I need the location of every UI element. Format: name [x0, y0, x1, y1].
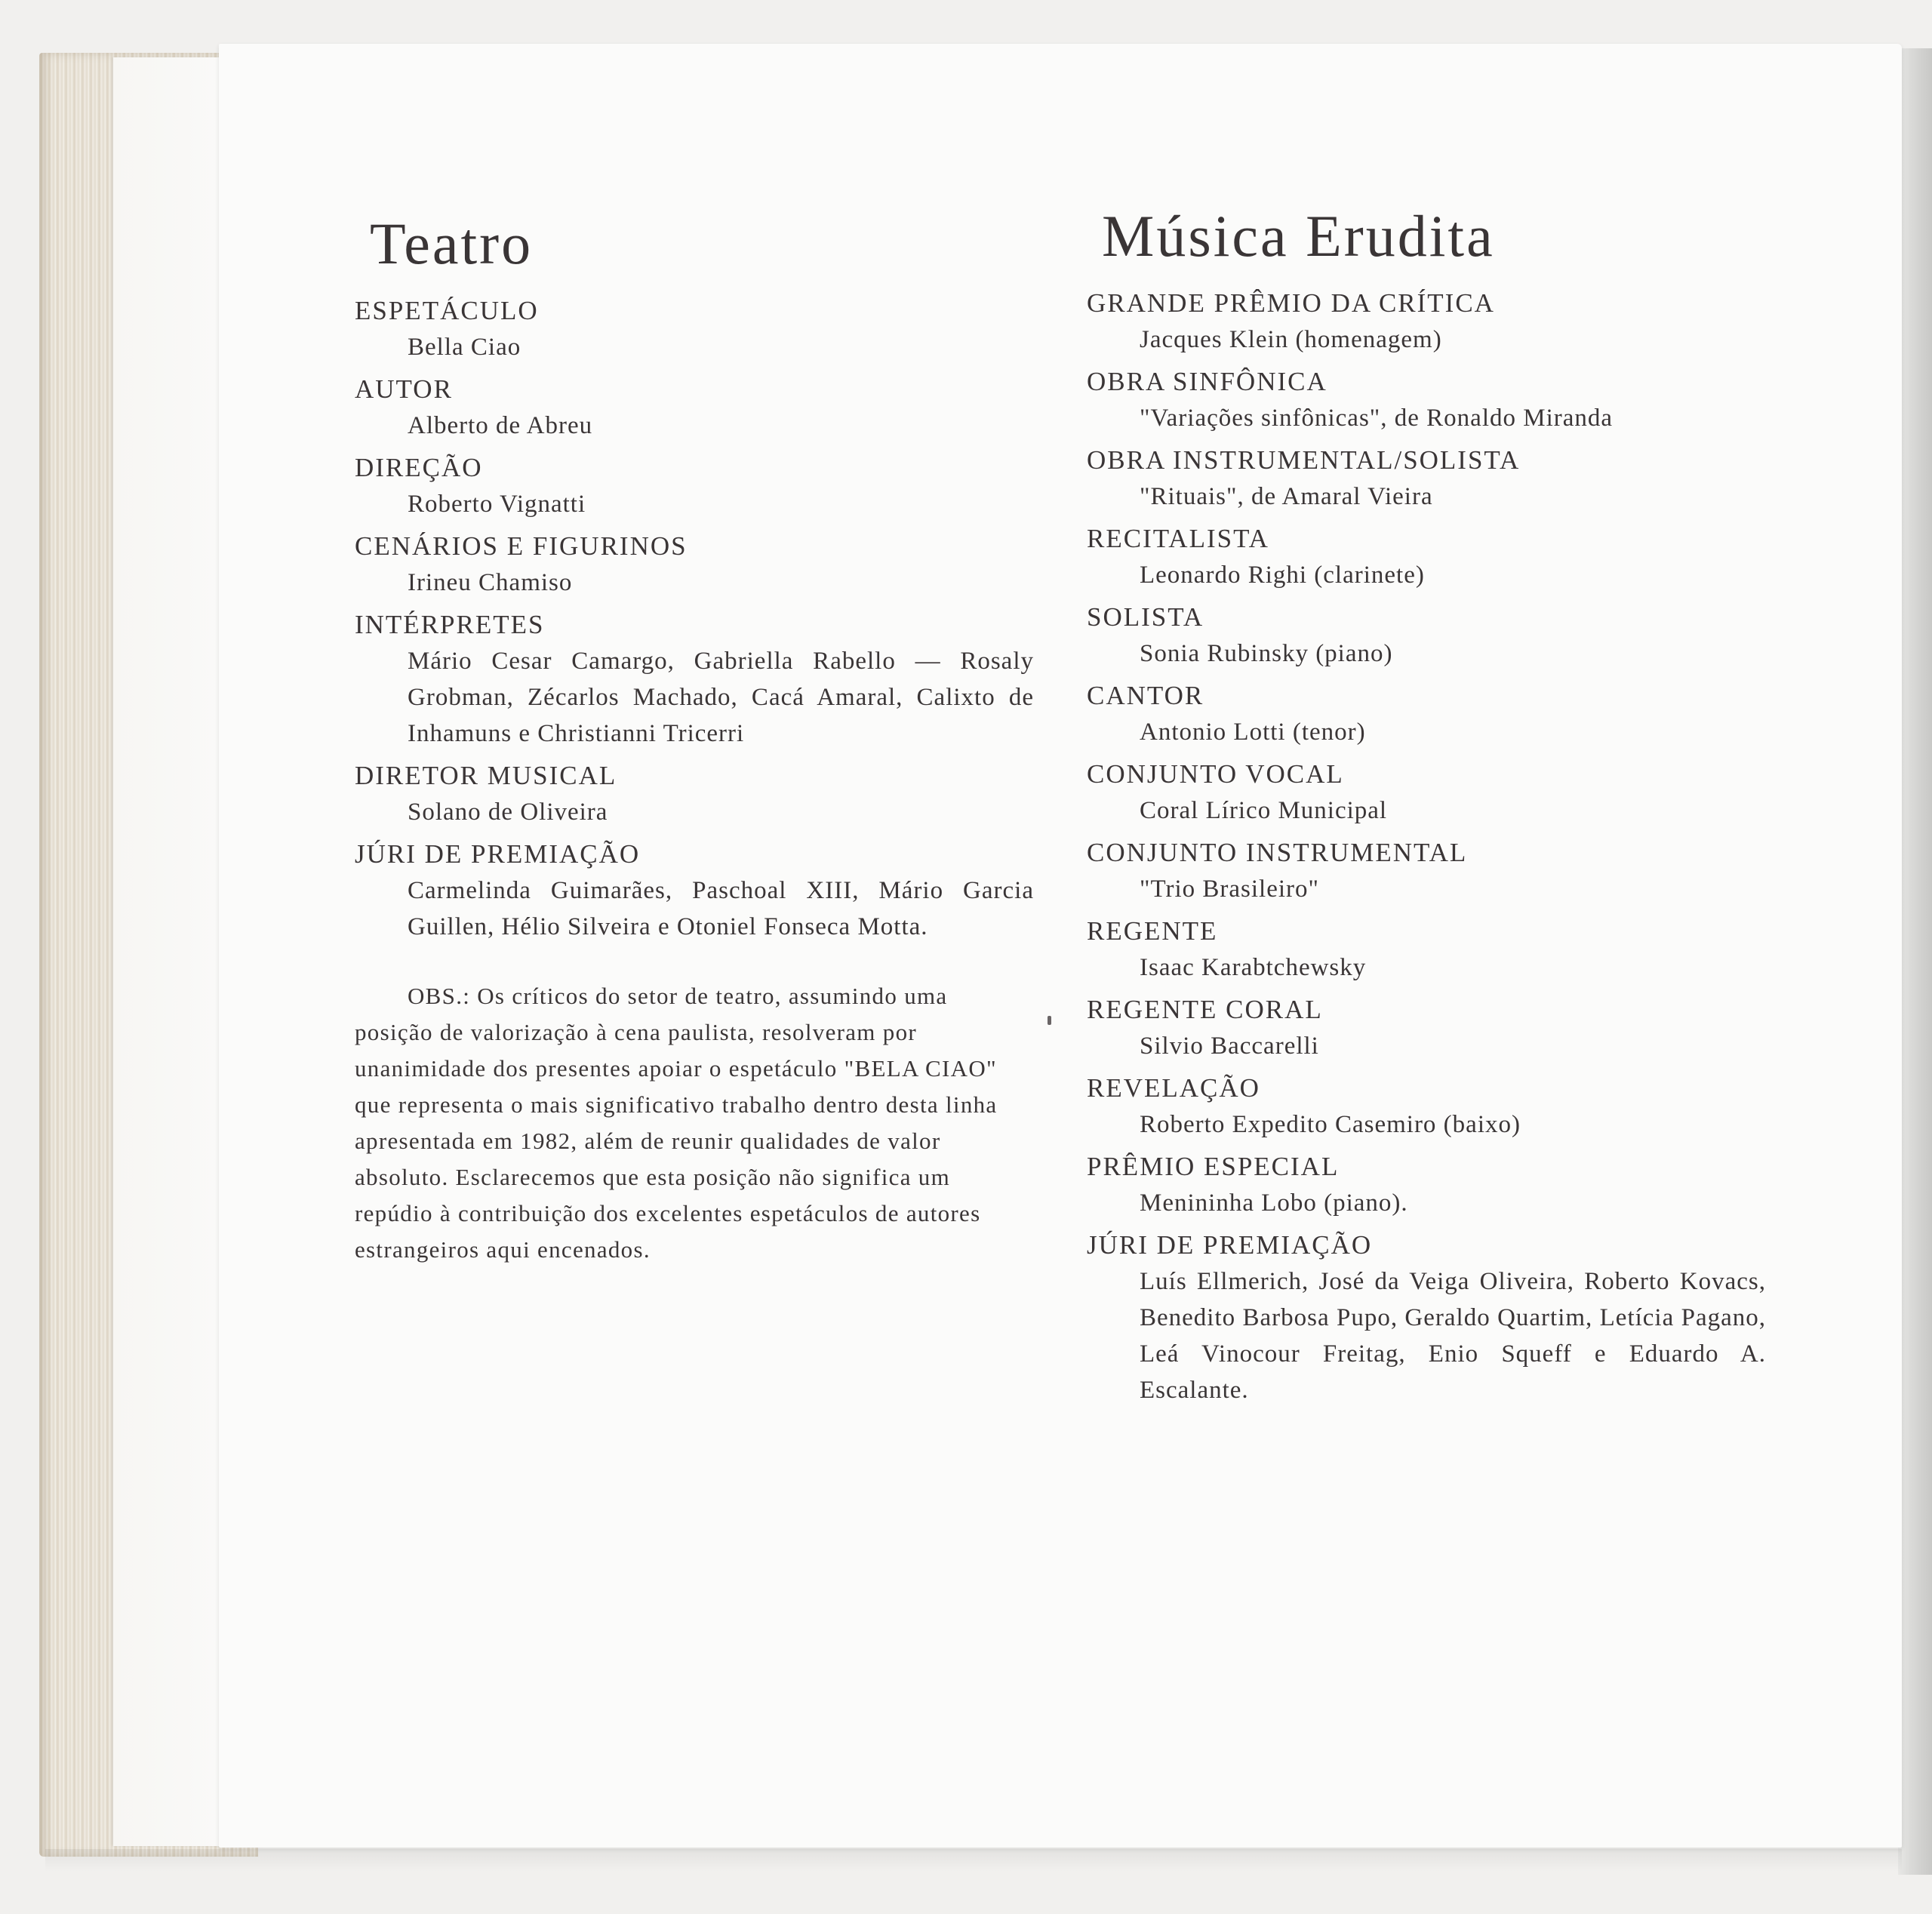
entry-label: REVELAÇÃO: [1087, 1072, 1260, 1103]
entry-label: REGENTE CORAL: [1087, 994, 1323, 1024]
entry-value: Bella Ciao: [408, 333, 521, 361]
entry-value: Carmelinda Guimarães, Paschoal XIII, Mário Garcia Guillen, Hélio Silveira e Otoniel Fonseca Motta.: [408, 876, 1034, 940]
teatro-entry-espetaculo: [355, 293, 1034, 365]
entry-value: "Variações sinfônicas", de Ronaldo Miranda: [1140, 404, 1614, 432]
entry-label: CANTOR: [1087, 680, 1204, 710]
musica-entry-grande-premio: [1087, 285, 1766, 358]
entry-label: DIRETOR MUSICAL: [355, 760, 617, 790]
entry-label: CENÁRIOS E FIGURINOS: [355, 531, 688, 561]
entry-value: "Trio Brasileiro": [1140, 875, 1319, 903]
entry-label: INTÉRPRETES: [355, 609, 545, 639]
entry-value: Alberto de Abreu: [408, 411, 593, 439]
musica-entry-conjunto-vocal: [1087, 756, 1766, 829]
entry-value: Menininha Lobo (piano).: [1140, 1189, 1408, 1217]
entry-label: OBRA INSTRUMENTAL/SOLISTA: [1087, 445, 1521, 475]
teatro-entry-diretor-musical: [355, 758, 1034, 830]
musica-entry-obra-sinfonica: [1087, 364, 1766, 436]
musica-entry-regente: [1087, 913, 1766, 986]
entry-label: AUTOR: [355, 374, 453, 404]
entry-value: Sonia Rubinsky (piano): [1140, 639, 1393, 667]
entry-label: RECITALISTA: [1087, 523, 1269, 553]
entry-value: Silvio Baccarelli: [1140, 1032, 1319, 1060]
teatro-entry-direcao: [355, 450, 1034, 522]
entry-label: REGENTE: [1087, 915, 1218, 946]
entry-label: JÚRI DE PREMIAÇÃO: [355, 839, 641, 869]
teatro-entry-cenarios: [355, 528, 1034, 601]
entry-value: Coral Lírico Municipal: [1140, 796, 1388, 824]
entry-label: SOLISTA: [1087, 602, 1204, 632]
musica-entry-juri: [1087, 1227, 1766, 1408]
musica-entry-obra-instrumental: [1087, 442, 1766, 515]
musica-entry-regente-coral: [1087, 992, 1766, 1064]
next-page-edge: [1898, 48, 1932, 1875]
entry-label: DIREÇÃO: [355, 452, 483, 482]
musica-entry-premio-especial: [1087, 1149, 1766, 1221]
entry-value: "Rituais", de Amaral Vieira: [1140, 482, 1433, 510]
ink-mark: [1048, 1016, 1051, 1025]
teatro-entry-autor: [355, 371, 1034, 444]
teatro-title: Teatro: [370, 211, 534, 276]
page-bottom-shadow: [45, 1849, 1902, 1872]
musica-entry-solista: [1087, 599, 1766, 672]
teatro-column: [355, 211, 1034, 1291]
musica-entry-cantor: [1087, 678, 1766, 750]
entry-value: Solano de Oliveira: [408, 798, 608, 826]
entry-value: Irineu Chamiso: [408, 568, 573, 596]
musica-entry-revelacao: [1087, 1070, 1766, 1143]
entry-value: Isaac Karabtchewsky: [1140, 953, 1367, 981]
musica-column: [1087, 204, 1766, 1414]
entry-label: JÚRI DE PREMIAÇÃO: [1087, 1229, 1373, 1260]
entry-value: Antonio Lotti (tenor): [1140, 718, 1366, 746]
entry-label: ESPETÁCULO: [355, 295, 539, 325]
entry-label: PRÊMIO ESPECIAL: [1087, 1151, 1340, 1181]
musica-entry-conjunto-instrumental: [1087, 835, 1766, 907]
teatro-entry-juri: [355, 836, 1034, 945]
entry-label: CONJUNTO VOCAL: [1087, 759, 1344, 789]
entry-label: OBRA SINFÔNICA: [1087, 366, 1327, 396]
entry-value: Jacques Klein (homenagem): [1140, 325, 1442, 353]
entry-label: GRANDE PRÊMIO DA CRÍTICA: [1087, 288, 1495, 318]
musica-entry-recitalista: [1087, 521, 1766, 593]
teatro-entry-interpretes: [355, 607, 1034, 752]
musica-title: Música Erudita: [1102, 203, 1495, 269]
teatro-note: OBS.: Os críticos do setor de teatro, assumindo uma posição de valorização à cena paulista, resolveram por unanimidade dos presentes apoiar o espetáculo "BELA CIAO" que representa o mais significativo trabalho dentro desta linha apresentada em 1982, além de reunir qualidades de valor absoluto. Esclarecemos que esta posição não significa um repúdio à contribuição dos excelentes espetáculos de autores estrangeiros aqui encenados.: [355, 982, 998, 1263]
entry-label: CONJUNTO INSTRUMENTAL: [1087, 837, 1468, 867]
entry-value: Luís Ellmerich, José da Veiga Oliveira, Roberto Kovacs, Benedito Barbosa Pupo, Geraldo Quartim, Letícia Pagano, Leá Vinocour Freitag, Enio Squeff e Eduardo A. Escalante.: [1140, 1267, 1766, 1404]
entry-value: Leonardo Righi (clarinete): [1140, 561, 1425, 589]
entry-value: Roberto Vignatti: [408, 490, 586, 518]
entry-value: Mário Cesar Camargo, Gabriella Rabello — Rosaly Grobman, Zécarlos Machado, Cacá Amaral, Calixto de Inhamuns e Christianni Tricerri: [408, 647, 1034, 747]
entry-value: Roberto Expedito Casemiro (baixo): [1140, 1110, 1521, 1138]
